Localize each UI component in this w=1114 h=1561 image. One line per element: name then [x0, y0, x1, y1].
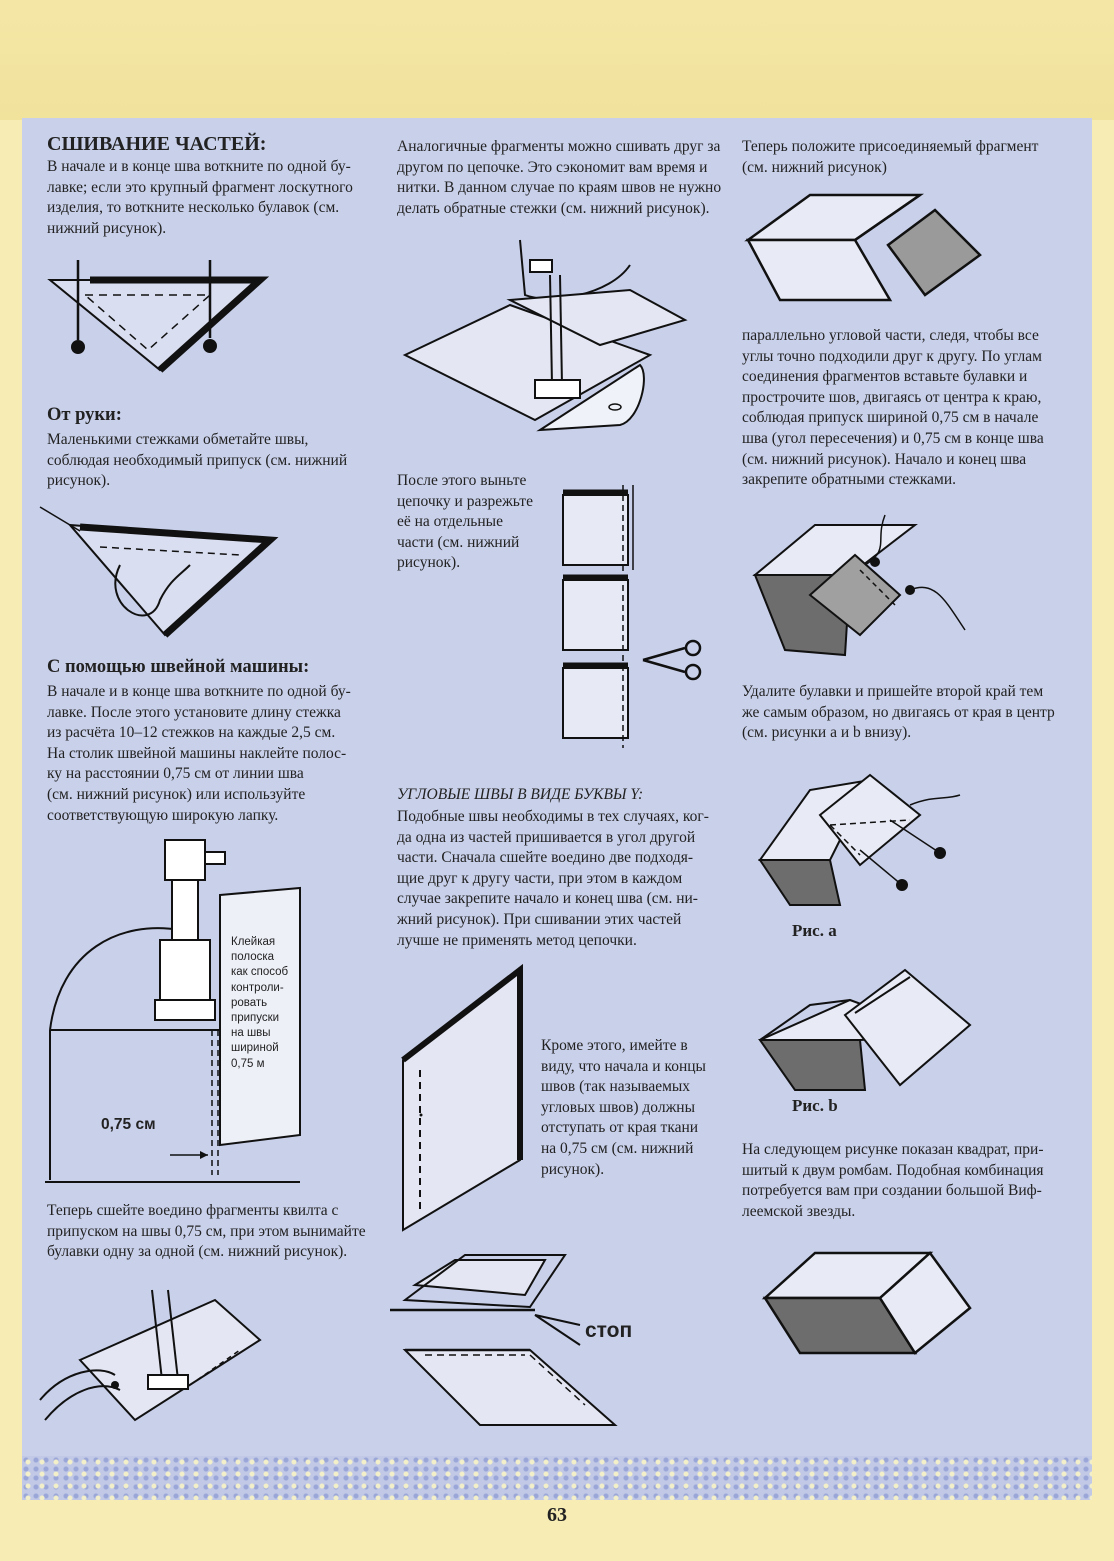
chain-cut-figure — [555, 480, 715, 750]
pinned-triangle-figure — [40, 250, 270, 380]
caption-figure-b: Рис. b — [792, 1096, 838, 1115]
col3-paragraph-4: На следующем рисунке показан квадрат, при- шитый к двум ромбам. Подобная комбинация потребуется вам при создании большой Виф- леемской звезды. — [742, 1141, 1044, 1220]
hand-stitch-figure — [40, 505, 280, 645]
col1-paragraph-3: В начале и в конце шва воткните по одной бу- лавке. После этого установите длину стежка из расчёта 10–12 стежков на каждые 2,5 см. На столик швейной машины наклейте полос- ку на расстоянии 0,75 см от линии шва (см. нижний рисунок) или используйте соответствующую широкую лапку. — [47, 683, 351, 824]
col1-paragraph-1: В начале и в конце шва воткните по одной бу- лавке; если это крупный фрагмент лоскутного изделия, то воткните несколько булавок (см. нижний рисунок). — [47, 158, 353, 237]
col2-paragraph-1: Аналогичные фрагменты можно сшивать друг за другом по цепочке. Это сэкономит вам время и нитки. В данном случае по краям швов не нужно делать обратные стежки (см. нижний рисунок). — [397, 138, 722, 217]
pin-stitch-figure — [745, 510, 975, 660]
page-number: 63 — [547, 1504, 567, 1526]
col1-paragraph-2: Маленькими стежками обметайте швы, соблюдая необходимый припуск (см. нижний рисунок). — [47, 431, 348, 490]
y-seams-heading: УГЛОВЫЕ ШВЫ В ВИДЕ БУКВЫ Y: — [397, 786, 644, 803]
subheading-by-hand: От руки: — [47, 405, 122, 425]
col3-paragraph-2: параллельно угловой части, следя, чтобы все углы точно подходили друг к другу. По углам соединения фрагментов вставьте булавки и прострочите шов, двигаясь от центра к краю, соблюдая припуск шириной 0,75 см в начале шва (угол пересечения) и 0,75 см в конце шва (см. нижний рисунок). Начало и конец шва закрепите обратными стежками. — [742, 327, 1044, 489]
chain-piecing-machine-figure — [400, 235, 690, 450]
stop-label: стоп — [585, 1319, 633, 1342]
figure-b — [750, 965, 980, 1095]
col2-paragraph-3: Подобные швы необходимы в тех случаях, ког- да одна из частей пришивается в угол другой части. Сначала сшейте воедино две подходя- щие друг к другу части, при этом в каждом случае закрепите начало и конец шва (см. ни- жний рисунок). При сшивании этих частей лучше не применять метод цепочки. — [397, 808, 709, 949]
decorative-flower-band — [22, 1456, 1092, 1500]
y-seam-stop-figure — [385, 1255, 625, 1435]
col2-paragraph-4: Кроме этого, имейте в виду, что начала и концы швов (так называемых угловых швов) должны отступать от края ткани на 0,75 см (см. нижний рисунок). — [541, 1037, 706, 1178]
machine-tape-figure — [40, 830, 340, 1200]
col3-paragraph-1: Теперь положите присоединяемый фрагмент (см. нижний рисунок) — [742, 138, 1039, 176]
subheading-sewing-machine: С помощью швейной машины: — [47, 657, 310, 677]
measure-label: 0,75 см — [101, 1116, 156, 1133]
section-heading-joining: СШИВАНИЕ ЧАСТЕЙ: — [47, 133, 267, 155]
machine-sewing-patches-figure — [40, 1270, 270, 1430]
col2-paragraph-2: После этого выньте цепочку и разрежьте её на отдельные части (см. нижний рисунок). — [397, 472, 533, 572]
header-band — [0, 0, 1114, 120]
col1-paragraph-4: Теперь сшейте воедино фрагменты квилта с припуском на швы 0,75 см, при этом вынимайте булавки одну за одной (см. нижний рисунок). — [47, 1202, 366, 1261]
caption-figure-a: Рис. а — [792, 921, 837, 940]
col3-paragraph-3: Удалите булавки и пришейте второй край тем же самым образом, но двигаясь от края в центр (см. рисунки а и b внизу). — [742, 683, 1055, 742]
square-two-diamonds-figure — [755, 1248, 980, 1363]
place-diamond-figure — [740, 190, 990, 310]
tape-label: Клейкая полоска как способ контроли- ровать припуски на швы шириной 0,75 м — [231, 936, 289, 1070]
corner-seam-fabric-figure — [395, 960, 535, 1240]
figure-a — [750, 765, 970, 905]
